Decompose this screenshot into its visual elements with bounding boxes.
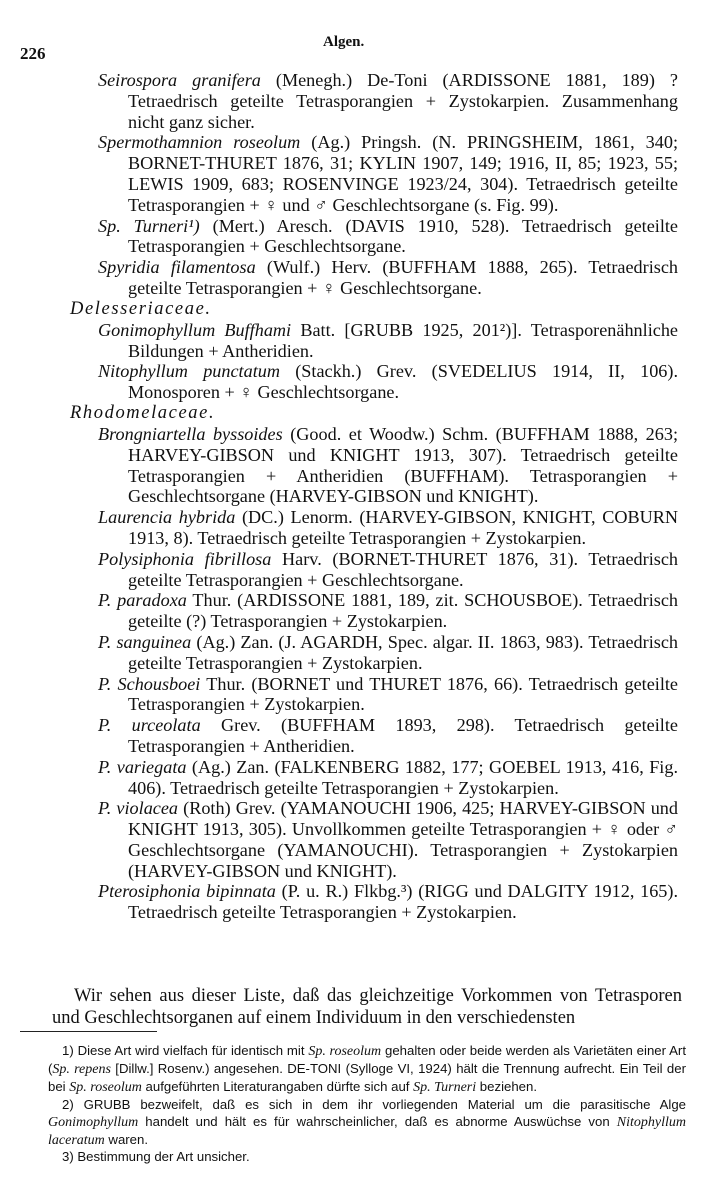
running-title: Algen.: [323, 34, 365, 50]
species-name: Brongniartella byssoides: [98, 423, 283, 444]
species-description: Thur. (BORNET und THURET 1876, 66). Tetraedrisch geteilte Tetrasporangien + Zystokarpien.: [128, 673, 679, 715]
footnote: [48, 1149, 686, 1166]
species-name: P. Schousboei: [98, 673, 201, 694]
species-name: Laurencia hybrida: [98, 507, 236, 528]
species-description: (Stackh.) Grev. (SVEDELIUS 1914, II, 106). Monosporen + ♀ Geschlechtsorgane.: [128, 361, 678, 403]
species-name: Spyridia filamentosa: [98, 257, 256, 278]
species-entry: [98, 70, 678, 132]
species-description: (Mert.) Aresch. (DAVIS 1910, 528). Tetraedrisch geteilte Tetrasporangien + Geschlechtsorgane.: [128, 215, 679, 257]
species-name: P. urceolata: [98, 715, 201, 736]
footnote-text: handelt und hält es für wahrscheinlicher, daß es abnorme Auswüchse von: [138, 1113, 617, 1129]
species-entry: [98, 798, 678, 881]
species-description: (Wulf.) Herv. (BUFFHAM 1888, 265). Tetraedrisch geteilte Tetrasporangien + ♀ Geschlechtsorgane.: [128, 257, 678, 298]
species-entry: [98, 361, 678, 403]
species-entry: [98, 631, 679, 674]
footnote-text: 2) GRUBB bezweifelt, daß es sich in dem ihr vorliegenden Material um die parasitische Alge: [62, 1096, 686, 1112]
footnote-italic: Sp. Turneri: [413, 1079, 477, 1095]
species-description: (Ag.) Zan. (J. AGARDH, Spec. algar. II. 1863, 983). Tetraedrisch geteilte Tetrasporangien + Zystokarpien.: [128, 631, 679, 673]
footnote-italic: Sp. roseolum: [308, 1044, 382, 1059]
species-name: P. variegata: [98, 756, 187, 777]
species-description: (Ag.) Pringsh. (N. PRINGSHEIM, 1861, 340; BORNET-THURET 1876, 31; KYLIN 1907, 149; 1916, II, 85; 1923, 55; LEWIS 1909, 683; ROSENVINGE 1923/24, 304). Tetraedrisch geteilte Tetrasporangien + ♀ und ♂ Geschlechtsorgane (s. Fig. 99).: [128, 132, 679, 215]
species-description: Harv. (BORNET-THURET 1876, 31). Tetraedrisch geteilte Tetrasporangien + Geschlechtsorgane.: [128, 548, 679, 590]
species-entry: [98, 673, 679, 716]
footnote-text: gehalten oder beide werden als Varietäten einer Art (: [48, 1043, 686, 1076]
footnote-text: aufgeführten Literaturangaben dürfte sich auf: [141, 1078, 414, 1094]
species-entry: [98, 548, 679, 591]
species-name: Nitophyllum punctatum: [98, 361, 280, 382]
species-name: Pterosiphonia bipinnata: [98, 881, 276, 902]
footnote-italic: Sp. roseolum: [69, 1079, 142, 1095]
footnote-italic: Gonimophyllum: [48, 1114, 139, 1130]
species-description: (DC.) Lenorm. (HARVEY-GIBSON, KNIGHT, COBURN 1913, 8). Tetraedrisch geteilte Tetrasporangien + Zystokarpien.: [128, 507, 678, 548]
species-entry: [98, 423, 678, 507]
species-description: Grev. (BUFFHAM 1893, 298). Tetraedrisch geteilte Tetrasporangien + Antheridien.: [128, 715, 678, 756]
species-description: Batt. [GRUBB 1925, 201²)]. Tetrasporenähnliche Bildungen + Antheridien.: [128, 319, 678, 361]
species-entry: [98, 132, 679, 215]
species-name: P. sanguinea: [98, 631, 192, 652]
footnote-text: 3) Bestimmung der Art unsicher.: [62, 1149, 250, 1165]
family-heading: Rhodomelaceae.: [70, 402, 216, 423]
footnote: [48, 1097, 686, 1150]
footnote-rule: [20, 1031, 157, 1032]
species-name: Gonimophyllum Buffhami: [98, 319, 292, 340]
species-list: [0, 70, 705, 923]
species-description: (P. u. R.) Flkbg.³) (RIGG und DALGITY 1912, 165). Tetraedrisch geteilte Tetrasporangien + Zystokarpien.: [128, 881, 679, 923]
species-entry: [98, 507, 678, 549]
species-name: Sp. Turneri¹): [98, 215, 200, 236]
footnotes: [48, 1043, 686, 1166]
species-description: (Roth) Grev. (YAMANOUCHI 1906, 425; HARVEY-GIBSON und KNIGHT 1913, 305). Unvollkommen geteilte Tetrasporangien + ♀ oder ♂ Geschlechtsorgane (YAMANOUCHI). Tetrasporangien + Zystokarpien (HARVEY-GIBSON und KNIGHT).: [128, 798, 678, 881]
species-entry: [98, 756, 679, 799]
species-name: Spermothamnion roseolum: [98, 132, 301, 153]
footnote-text: [Dillw.] Rosenv.) angesehen. DE-TONI (Sylloge VI, 1924) hält die Trennung aufrecht. Ein Teil der bei: [48, 1060, 686, 1094]
species-entry: [98, 215, 679, 258]
footnote-text: beziehen.: [476, 1078, 537, 1094]
footnote-italic: Nitophyllum laceratum: [48, 1114, 686, 1148]
footnote: [48, 1043, 686, 1097]
species-name: P. violacea: [98, 798, 179, 819]
species-entry: [98, 257, 678, 299]
body-paragraph: Wir sehen aus dieser Liste, daß das gleichzeitige Vorkommen von Tetrasporen und Geschlechtsorganen auf einem Individuum in den verschiedensten: [52, 986, 682, 1028]
page-number: 226: [20, 44, 46, 63]
species-entry: [98, 319, 678, 362]
footnote-text: waren.: [104, 1131, 149, 1147]
species-description: (Good. et Woodw.) Schm. (BUFFHAM 1888, 263; HARVEY-GIBSON und KNIGHT 1913, 307). Tetraedrisch geteilte Tetrasporangien + Antheridien (BUFFHAM). Tetrasporangien + Geschlechtsorgane (HARVEY-GIBSON und KNIGHT).: [128, 423, 678, 507]
species-description: (Ag.) Zan. (FALKENBERG 1882, 177; GOEBEL 1913, 416, Fig. 406). Tetraedrisch geteilte Tetrasporangien + Zystokarpien.: [128, 756, 679, 798]
footnote-italic: Sp. repens: [52, 1061, 111, 1077]
species-entry: [98, 881, 679, 923]
species-description: (Menegh.) De-Toni (ARDISSONE 1881, 189) ? Tetraedrisch geteilte Tetrasporangien + Zystokarpien. Zusammenhang nicht ganz sicher.: [128, 70, 678, 132]
species-name: P. paradoxa: [98, 590, 187, 611]
footnote-text: 1) Diese Art wird vielfach für identisch mit: [62, 1043, 309, 1058]
species-name: Polysiphonia fibrillosa: [98, 548, 272, 569]
species-entry: [98, 590, 678, 632]
family-heading: Delesseriaceae.: [70, 298, 212, 319]
species-description: Thur. (ARDISSONE 1881, 189, zit. SCHOUSBOE). Tetraedrisch geteilte (?) Tetrasporangien + Zystokarpien.: [128, 590, 678, 632]
species-name: Seirospora granifera: [98, 70, 261, 90]
species-entry: [98, 715, 678, 757]
